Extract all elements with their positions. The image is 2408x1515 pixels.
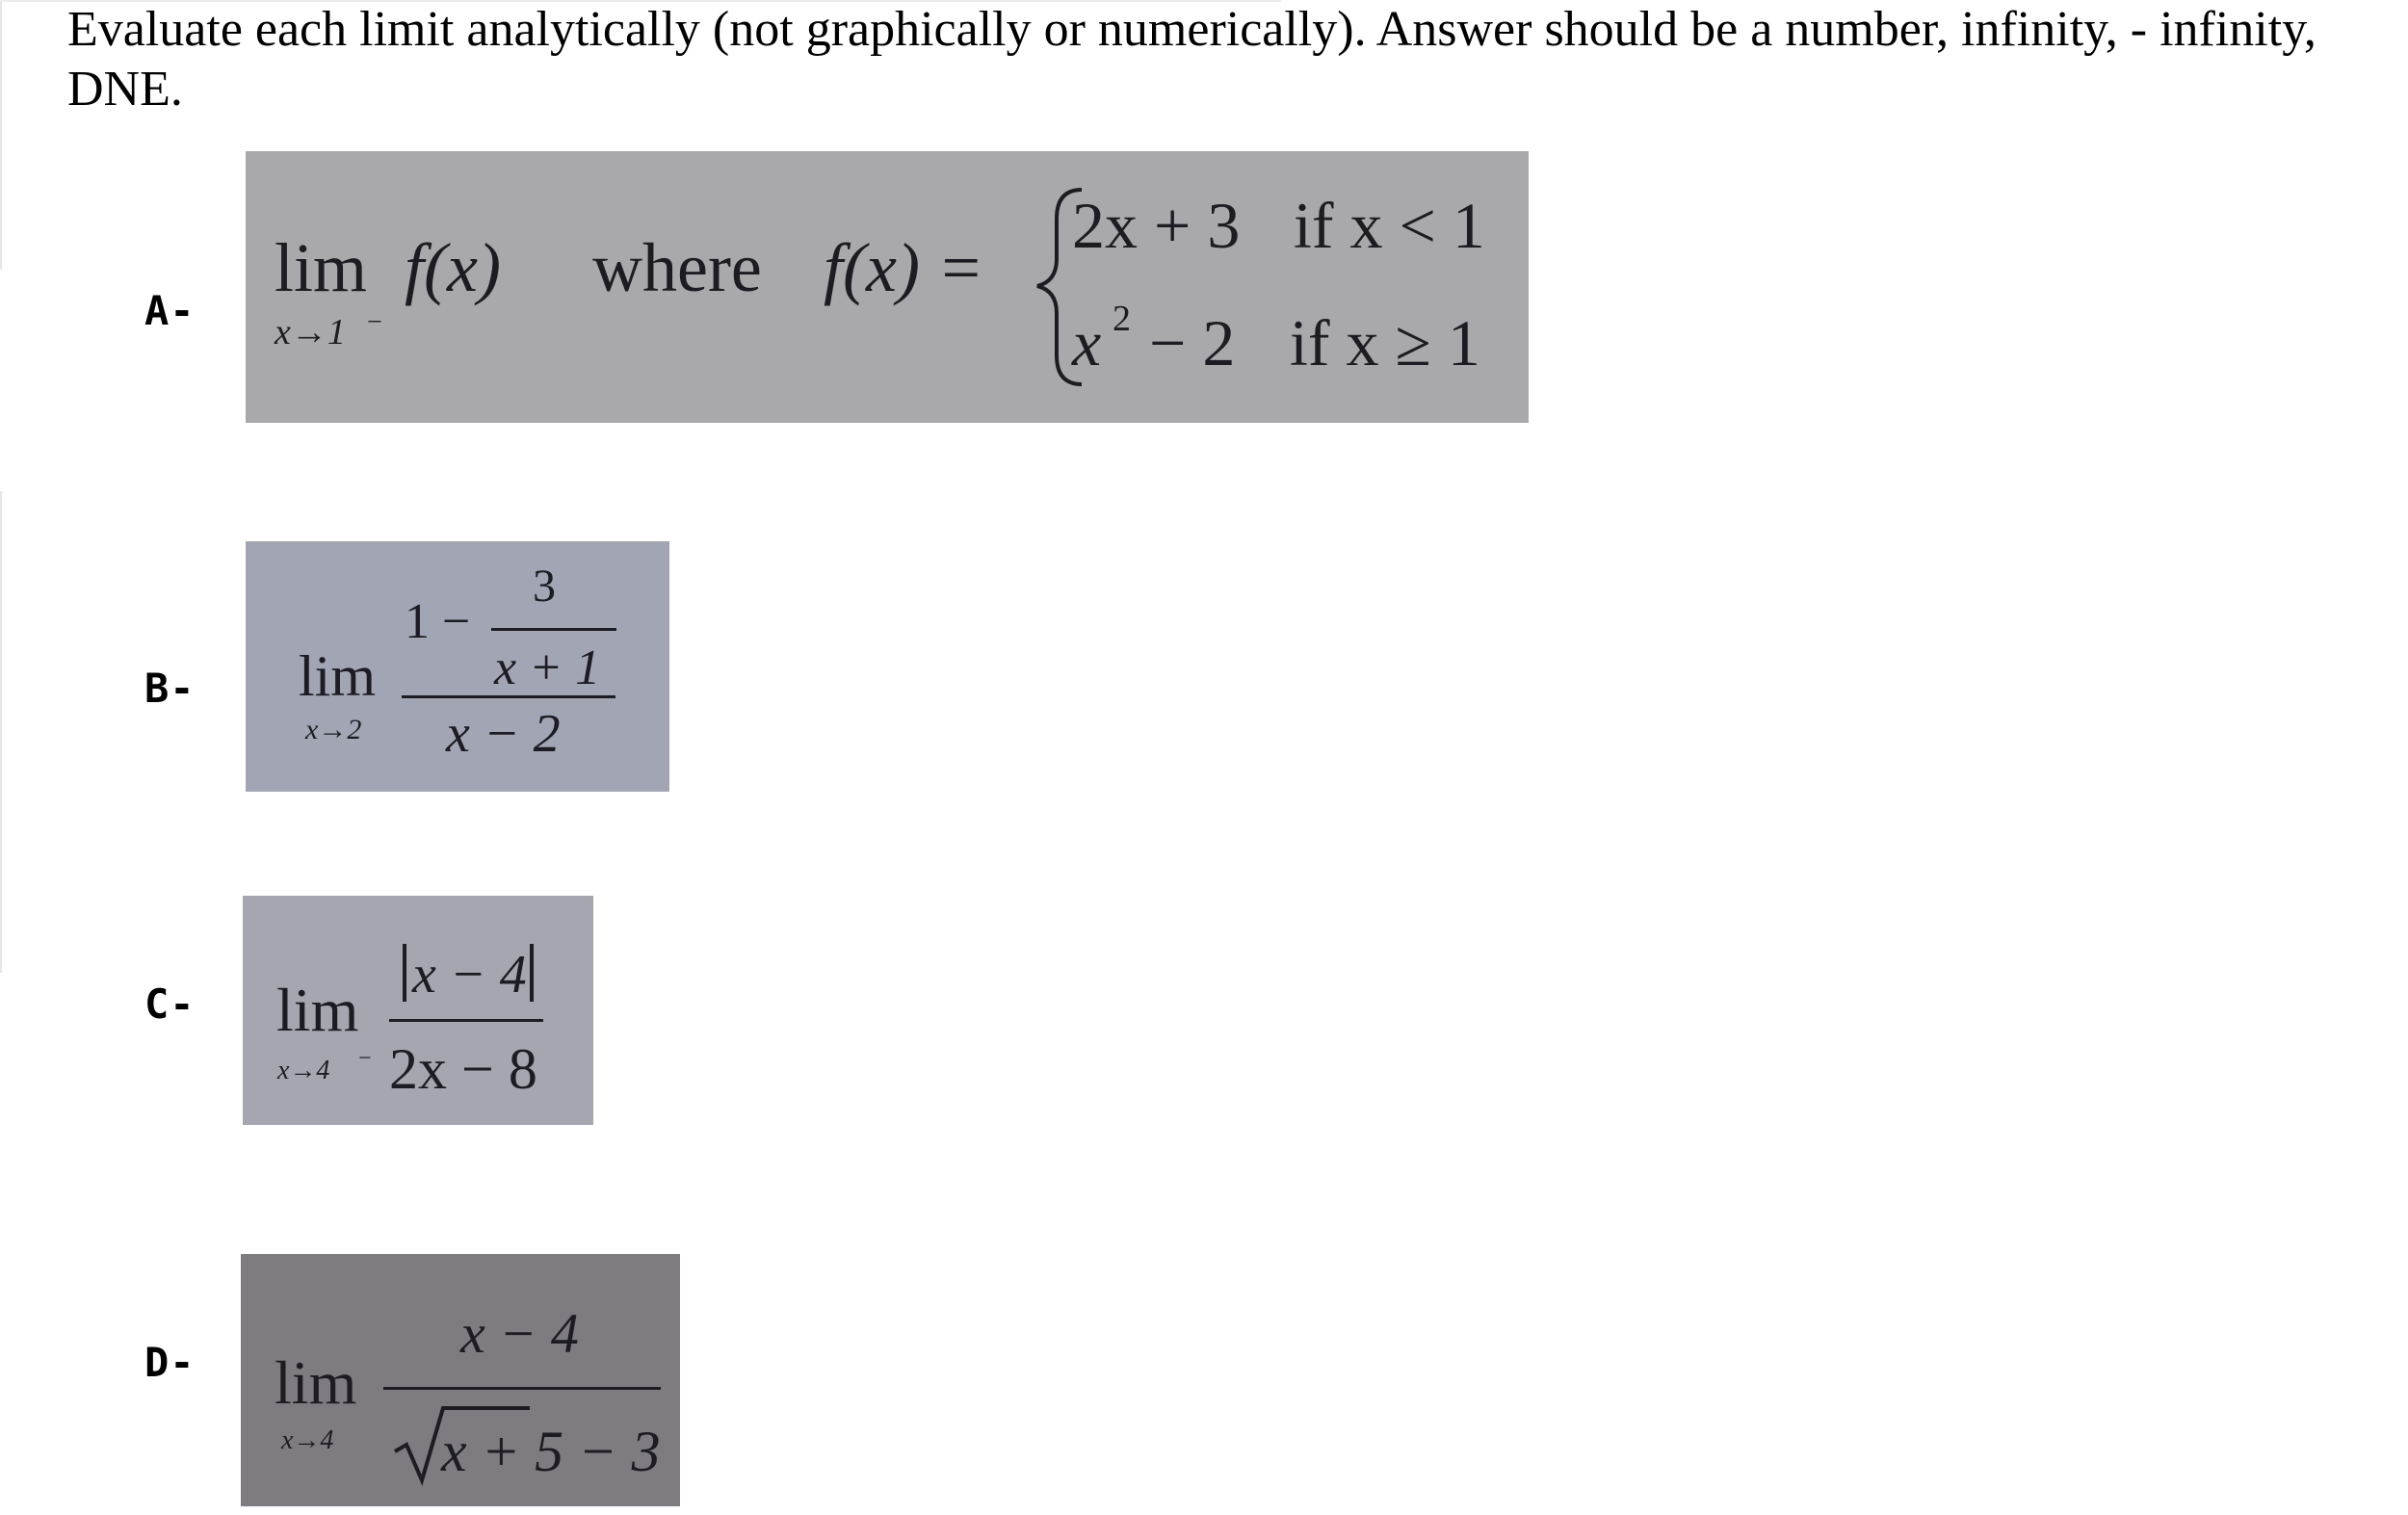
- problem-b-label: B-: [144, 665, 196, 712]
- problem-a-case1-expr: 2x + 3: [1072, 189, 1241, 262]
- problem-b-den: x − 2: [446, 704, 561, 764]
- problem-c-abs-left: [403, 944, 406, 1002]
- problem-c-sub-sup: −: [358, 1046, 372, 1071]
- problem-b-fraction-bar: [402, 695, 615, 698]
- problem-b-num-one: 1 −: [405, 594, 471, 649]
- problem-a-case2-base: x: [1072, 306, 1102, 379]
- problem-c-fraction-bar: [389, 1019, 543, 1022]
- problem-c-image: [243, 896, 593, 1125]
- problem-b-sub: x→2: [305, 714, 362, 745]
- problem-d-sub: x→4: [281, 1425, 334, 1455]
- problem-c-den: 2x − 8: [389, 1037, 537, 1101]
- problem-a-case2-rest: − 2: [1149, 306, 1236, 379]
- problem-a-lim: lim: [275, 229, 368, 306]
- problem-c-lim: lim: [276, 976, 359, 1044]
- problem-a-case2-exp: 2: [1112, 299, 1131, 339]
- instructions-text: Evaluate each limit analytically (not graphically or numerically). Answer should be a number, infinity, - infinity, DNE.: [67, 2, 2316, 117]
- problem-b-image: [246, 541, 669, 792]
- problem-c-num: x − 4: [412, 945, 527, 1005]
- problem-c-sub: x→4: [277, 1056, 330, 1085]
- problem-a-case2-cond: if x ≥ 1: [1290, 306, 1480, 379]
- problem-b-inner-bottom: x + 1: [494, 640, 601, 695]
- problem-d-den: x + 5 − 3: [441, 1420, 661, 1483]
- page-edge-top: [0, 0, 2, 270]
- problem-a-case1-cond: if x < 1: [1294, 189, 1485, 262]
- problem-a-sub: x→1: [275, 312, 346, 353]
- problem-a-image: [246, 151, 1529, 423]
- problem-b-lim: lim: [299, 644, 377, 708]
- page-edge-bottom: [0, 491, 2, 973]
- problem-a-func: f(x): [405, 229, 501, 306]
- problem-c-abs-right: [530, 944, 534, 1002]
- problem-a-sub-sup: −: [367, 307, 382, 337]
- problem-b-inner-fraction-bar: [491, 628, 616, 631]
- problem-d-num: x − 4: [460, 1302, 579, 1365]
- problem-a-where: where: [592, 229, 762, 306]
- problem-d-lim: lim: [275, 1348, 357, 1417]
- problem-c-label: C-: [144, 980, 196, 1028]
- problem-a-def: f(x) =: [824, 229, 984, 306]
- problem-d-fraction-bar: [383, 1387, 661, 1390]
- problem-a-label: A-: [144, 287, 196, 334]
- problem-d-image: [241, 1254, 680, 1506]
- problem-b-inner-top: 3: [533, 561, 556, 612]
- problem-d-label: D-: [144, 1339, 196, 1386]
